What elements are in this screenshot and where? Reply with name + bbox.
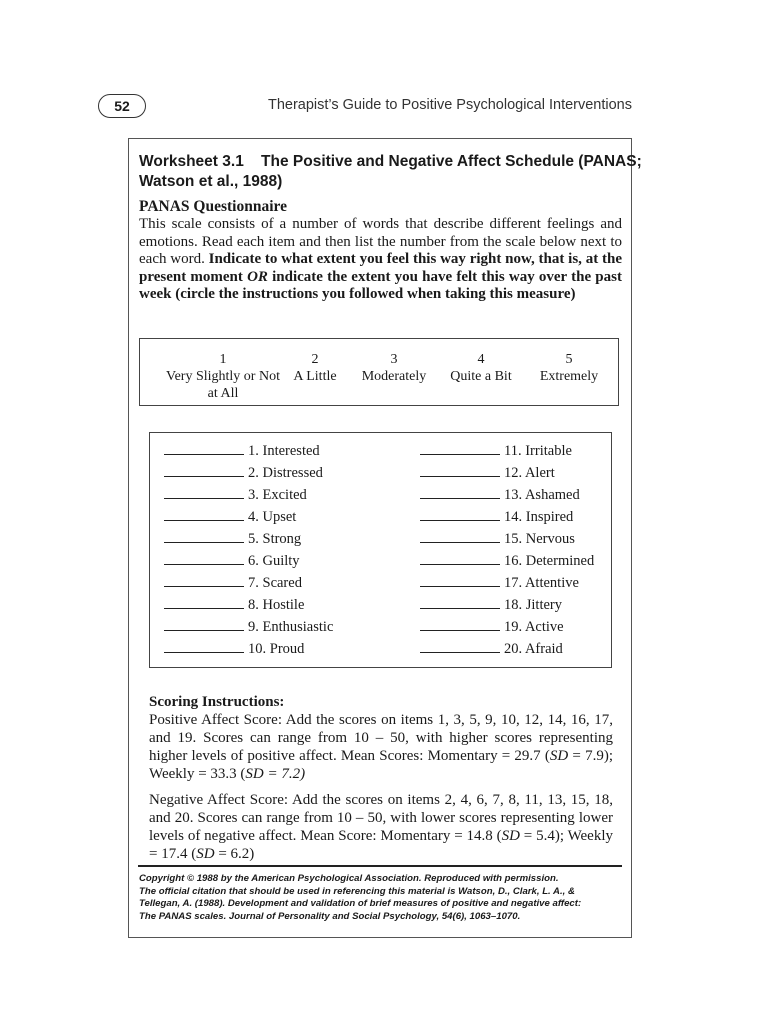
answer-blank[interactable] [164,506,244,521]
item-row [420,594,562,614]
negative-affect-paragraph [149,791,613,863]
instructions-plain: This scale consists of a number of words that describe different feelings and emotions. Read each item and then list the number from the scale below next to each word. [139,216,622,268]
scale-number: 4 [477,352,485,367]
answer-blank[interactable] [164,484,244,499]
running-head: Therapist’s Guide to Positive Psychological Interventions [267,97,632,113]
positive-text: Positive Affect Score: Add the scores on items 1, 3, 5, 9, 10, 12, 14, 16, 17, and 19. Scores can range from 10 – 50, with higher scores representing higher levels of positive affect. Mean Scores: Momentary = 29.7 ( [149,712,613,764]
copyright-line: Copyright © 1988 by the American Psychological Association. Reproduced with permission. [139,873,559,884]
answer-blank[interactable] [164,638,244,653]
instructions-bold-b: indicate the extent you have felt this way over the past week (circle the instructions you followed when taking this measure) [139,268,622,303]
item-row [164,572,302,592]
item-label: 15. Nervous [504,531,575,547]
sd-label: SD [196,846,215,862]
answer-blank[interactable] [164,616,244,631]
item-label: 12. Alert [504,465,555,481]
answer-blank[interactable] [420,484,500,499]
scale-label: A Little [293,369,337,384]
divider [138,865,622,867]
item-label: 9. Enthusiastic [248,619,334,635]
worksheet-title [139,152,642,192]
item-row [420,528,575,548]
item-label: 18. Jittery [504,597,562,613]
sd-label: SD [501,828,520,844]
item-label: 7. Scared [248,575,302,591]
item-label: 20. Afraid [504,641,563,657]
item-row [420,462,555,482]
answer-blank[interactable] [420,440,500,455]
positive-affect-paragraph [149,711,613,783]
citation-line: The PANAS scales. Journal of Personality and Social Psychology, 54(6), 1063–1070. [139,910,521,922]
answer-blank[interactable] [420,528,500,543]
item-label: 4. Upset [248,509,297,525]
item-label: 11. Irritable [504,443,572,459]
scale-option-4 [438,351,524,385]
answer-blank[interactable] [164,462,244,477]
scale-number: 3 [390,352,398,367]
answer-blank[interactable] [164,440,244,455]
answer-blank[interactable] [164,528,244,543]
citation-line: The official citation that should be used in referencing this material is Watson, D., Clark, L. A., & [139,885,575,897]
item-row [164,484,307,504]
item-label: 8. Hostile [248,597,305,613]
questionnaire-title: PANAS Questionnaire [139,198,287,215]
item-row [420,440,572,460]
scale-label: Extremely [539,369,599,384]
response-scale [139,338,619,406]
item-label: 14. Inspired [504,509,574,525]
item-row [164,506,296,526]
item-row [164,638,304,658]
negative-text: Negative Affect Score: Add the scores on items 2, 4, 6, 7, 8, 11, 13, 15, 18, and 20. Scores can range from 10 – 50, with lower scores representing lower levels of negative affect. Mean Score: Momentary = 14.8 ( [149,792,613,844]
item-label: 13. Ashamed [504,487,580,503]
copyright-notice [139,873,623,923]
answer-blank[interactable] [420,550,500,565]
answer-blank[interactable] [164,594,244,609]
scale-option-5 [528,351,610,385]
item-label: 2. Distressed [248,465,323,481]
positive-text-2: = 7.9); Weekly = 33.3 ( [149,748,613,782]
item-row [420,616,564,636]
item-label: 19. Active [504,619,564,635]
worksheet-title-line1: Worksheet 3.1 The Positive and Negative Affect Schedule (PANAS; [139,153,642,170]
negative-text-2: = 5.4); Weekly = 17.4 ( [149,828,614,862]
scale-label: Moderately [361,369,427,384]
scale-number: 1 [219,352,227,367]
item-label: 6. Guilty [248,553,300,569]
sd-label: SD [549,748,569,764]
scoring-title: Scoring Instructions: [149,694,285,710]
item-label: 16. Determined [504,553,595,569]
scale-option-3 [348,351,440,385]
scale-option-2 [280,351,350,385]
worksheet-title-line2: Watson et al., 1988) [139,173,283,190]
answer-blank[interactable] [420,462,500,477]
item-label: 10. Proud [248,641,305,657]
instructions-or: OR [247,268,268,285]
item-row [420,638,563,658]
sd-label: SD = 7.2) [245,766,306,782]
item-row [164,594,304,614]
item-row [164,528,301,548]
answer-blank[interactable] [164,550,244,565]
item-label: 5. Strong [248,531,302,547]
answer-blank[interactable] [420,616,500,631]
item-label: 1. Interested [248,443,320,459]
item-label: 17. Attentive [504,575,579,591]
answer-blank[interactable] [420,572,500,587]
item-row [164,616,333,636]
citation-line: Tellegan, A. (1988). Development and validation of brief measures of positive and negative affect: [139,898,582,910]
answer-blank[interactable] [420,506,500,521]
scale-label-cont: at All [207,386,239,401]
item-row [420,550,594,570]
item-row [420,572,579,592]
scale-number: 5 [565,352,573,367]
items-list [149,432,612,668]
answer-blank[interactable] [420,594,500,609]
answer-blank[interactable] [420,638,500,653]
answer-blank[interactable] [164,572,244,587]
item-row [164,550,300,570]
scale-label: Very Slightly or Not [166,369,280,384]
item-row [164,462,323,482]
scale-option-1 [148,351,298,402]
instructions-paragraph [139,216,622,304]
instructions-bold-a: Indicate to what extent you feel this way right now, that is, at the present moment [139,251,622,285]
scale-label: Quite a Bit [450,369,512,384]
negative-text-3: = 6.2) [214,846,255,862]
scale-number: 2 [311,352,319,367]
item-row [420,484,580,504]
page-number-badge: 52 [98,94,146,118]
item-row [164,440,320,460]
item-label: 3. Excited [248,487,307,503]
item-row [420,506,573,526]
